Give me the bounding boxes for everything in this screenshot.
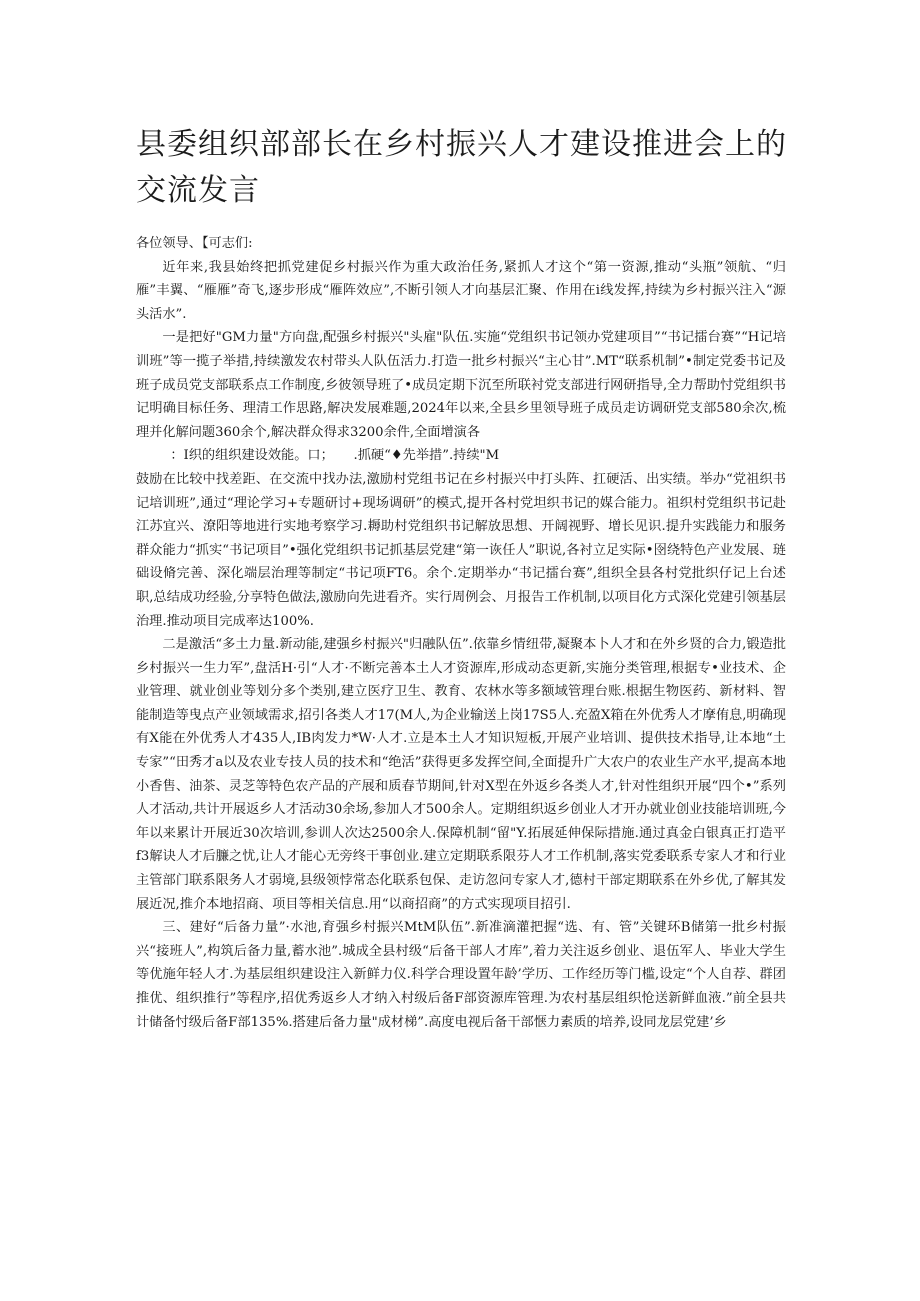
paragraph-section-one-cont: 鼓励在比较中找差距、在交流中找办法,激励村党组书记在乡村振兴中打头阵、扛硬活、出实绩。举办“党祖织书记培训班”,通过“理论学习+专题研讨+现场调研”的模式,提开各村党坦织书记的媒合能力。祖织村党组织书记赴江苏宜兴、潦阳等地进行实地考察学习.耨助村党组织书记解放思想、开阔视野、增长见识.提升实践能力和服务群众能力“抓实“书记项目”•强化党组织书记抓基层党建“第一诙任人”职说,各衬立足实际•囹绕特色产业发展、琏础设脩完善、深化端层治理等制定“书记项FT6。余个.定期举办“书记擂台赛”,组织全县各村党批织仔记上台述职,总结成功经验,分享特色做法,激励向先进看齐。实行周例会、月报告工作机制,以项目化方式深化党建引领基层治理.推动项目完成率达100%. <box>136 471 786 629</box>
document-body <box>136 232 786 1034</box>
paragraph-broken-line: ：I织的组织建设效能。口； .抓硬“♦先举措”.持续"M <box>170 448 500 464</box>
salutation: 各位领导、【可志们: <box>136 236 253 251</box>
paragraph-section-one: 一是把好"GM力量"方向盘,配强乡村振兴"头雇"队伍.实施“党组织书记领办党建项目”“书记擂台赛”“H记培训班”等一揽子举措,持续激发农村带头人队伍活力.打造一批乡村振兴“主心甘”.MT“联系机制”•制定党委书记及班子成员党支部联系点工作制度,乡彼领导班了•成员定期下沉至所联衬党支部进行网研指导,全力帮助忖党组织书记明确目标任务、理清工作思路,解决发展难题,2024年以来,全县乡里领导班子成员走访调研党支部580余次,梳理并化解问题360余个,解决群众得求3200余件,全面增演各 <box>136 330 786 440</box>
paragraph-section-two: 二是激活“多土力量.新动能,建强乡村振兴"归融队伍”.依靠乡情纽带,凝聚本卜人才和在外乡贤的合力,锻造批乡村振兴一生力军”,盘活H·引“人才·不断完善本土人才资源库,形成动态更新,实施分类管理,根据专•业技术、企业管理、就业创业等划分多个类别,建立医疗卫生、教育、农林水等多额域管理台账.根据生物医药、新材料、智能制造等曳点产业领域需求,招引各类人才17(M人,为企业输送上岗17S5人.充盈X箱在外优秀人才摩侑息,明确现有X能在外优秀人才435人,IB肉发力*W·人才.立是本土人才知识短板,开展产业培训、提供技术指导,让本地“土专家”“田秀才a以及农业专技人员的技术和“绝活”获得更多发挥空间,全面提升广大农户的农业生产水平,提高本地小香售、油茶、灵芝等特色农产品的产展和质春节期间,针对X型在外返乡各类人才,针对性组织开展“四个•”系列人才活动,共计开展返乡人才活动30余场,参加人才500余人。定期组织返乡创业人才开办就业创业技能培训班,今年以来累计开展近30次培训,参训人次达2500余人.保障机制“留"Y.拓展延伸保际措施.通过真金白银真正打造平f3解诀人才后臁之忧,让人才能心无旁终干事创业.建立定期联系限芬人才工作机制,落实党委联系专家人才和行业主管部门联系限务人才弱境,县级领悖常态化联系包保、走访忽问专家人才,德村干部定期联系在外乡优,了解其发展近况,推介本地招商、项目等相关信息.用“以商招商”的方式实现项目招引. <box>136 637 786 912</box>
paragraph-intro: 近年来,我县始终把抓党建促乡村振兴作为重大政治任务,紧抓人才这个“第一资源,推动“头瓶”领航、“归雁”丰翼、“雁雁”奇飞,逐步形成“雁阵效应”,不断引领人才向基层汇聚、作用在i线发挥,持续为乡村振兴注入“源头活水”. <box>136 259 786 322</box>
paragraph-section-three: 三、建好“后备力量”·水池,育强乡村振兴MtM队伍”.新准滴灌把握“选、有、管”关键环B储第一批乡村振兴“接班人”,构筑后备力量,蓄水池”.城成全县村级“后备干部人才库”,着力关注返乡创业、退伍军人、毕业大学生等优施年轻人才.为基层组织建设注入新鲜力仪.科学合理设置年龄’学历、工作经历等门槛,设定“个人自荐、群团推优、组织推行”等程序,招优秀返乡人才纳入村级后备F部资源库管理.为农村基层组织怆送新鲜血液.”前全县共计储备忖级后备F部135%.搭建后备力量"成材梯”.高度电视后备干部惬力素质的培养,设同龙层党建’乡 <box>136 920 786 1030</box>
page-title: 县委组织部部长在乡村振兴人才建设推进会上的交流发言 <box>136 127 787 208</box>
